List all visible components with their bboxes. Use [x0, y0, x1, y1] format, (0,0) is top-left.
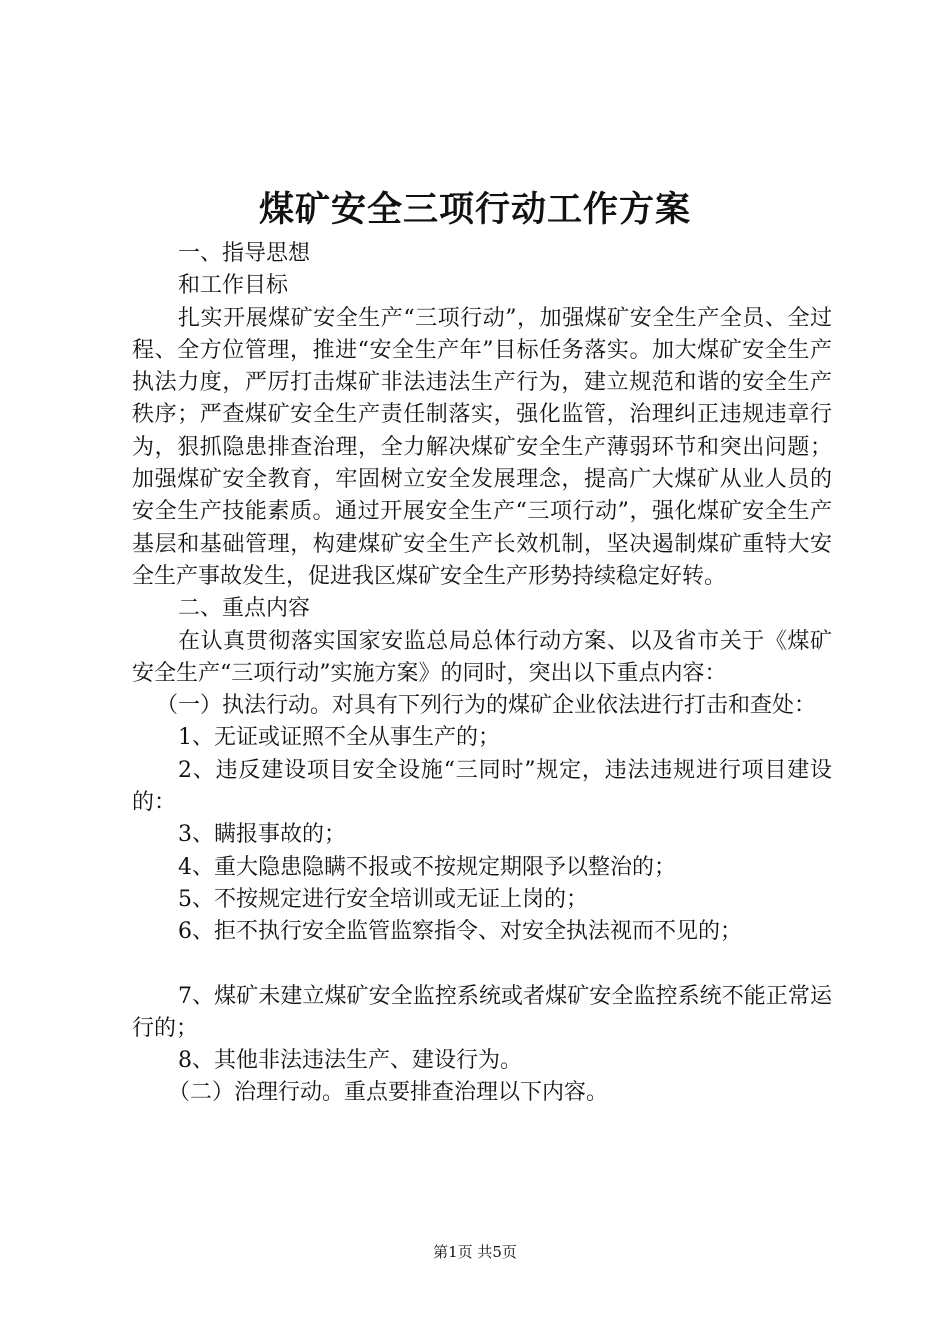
list-item-4: 4、重大隐患隐瞒不报或不按规定期限予以整治的； [178, 854, 676, 880]
document-title: 煤矿安全三项行动工作方案 [258, 189, 691, 230]
paragraph-key-content-intro: 在认真贯彻落实国家安监总局总体行动方案、以及省市关于《煤矿安全生产“三项行动”实施方案》的同时，突出以下重点内容： [132, 628, 832, 686]
list-item-6: 6、拒不执行安全监管监察指令、对安全执法视而不见的； [178, 919, 742, 945]
list-item-1: 1、无证或证照不全从事生产的； [178, 725, 500, 751]
document-body [132, 238, 832, 1110]
page-number-footer: 第1页 共5页 [433, 1243, 517, 1261]
list-item-3: 3、瞒报事故的； [178, 822, 346, 848]
list-item-2: 2、违反建设项目安全设施“三同时”规定，违法违规进行项目建设的： [132, 757, 832, 816]
subsection-remediation-action: （二）治理行动。重点要排查治理以下内容。 [168, 1080, 609, 1106]
subsection-enforcement-action: （一）执法行动。对具有下列行为的煤矿企业依法进行打击和查处： [156, 693, 817, 719]
section-heading-continuation: 和工作目标 [178, 273, 289, 299]
list-item-8: 8、其他非法违法生产、建设行为。 [178, 1048, 522, 1074]
section-heading-key-content: 二、重点内容 [178, 596, 311, 622]
list-item-5: 5、不按规定进行安全培训或无证上岗的； [178, 886, 588, 912]
section-heading-guiding-thought: 一、指导思想 [178, 241, 311, 266]
list-item-7: 7、煤矿未建立煤矿安全监控系统或者煤矿安全监控系统不能正常运行的； [132, 983, 832, 1041]
blank-line [132, 949, 832, 981]
paragraph-objectives: 扎实开展煤矿安全生产“三项行动”，加强煤矿安全生产全员、全过程、全方位管理，推进“安全生产年”目标任务落实。加大煤矿安全生产执法力度，严厉打击煤矿非法违法生产行为，建立规范和谐的安全生产秩序；严查煤矿安全生产责任制落实，强化监管，治理纠正违规违章行为，狠抓隐患排查治理，全力解决煤矿安全生产薄弱环节和突出问题；加强煤矿安全教育，牢固树立安全发展理念，提高广大煤矿从业人员的安全生产技能素质。通过开展安全生产“三项行动”，强化煤矿安全生产基层和基础管理，构建煤矿安全生产长效机制，坚决遏制煤矿重特大安全生产事故发生，促进我区煤矿安全生产形势持续稳定好转。 [132, 305, 832, 589]
